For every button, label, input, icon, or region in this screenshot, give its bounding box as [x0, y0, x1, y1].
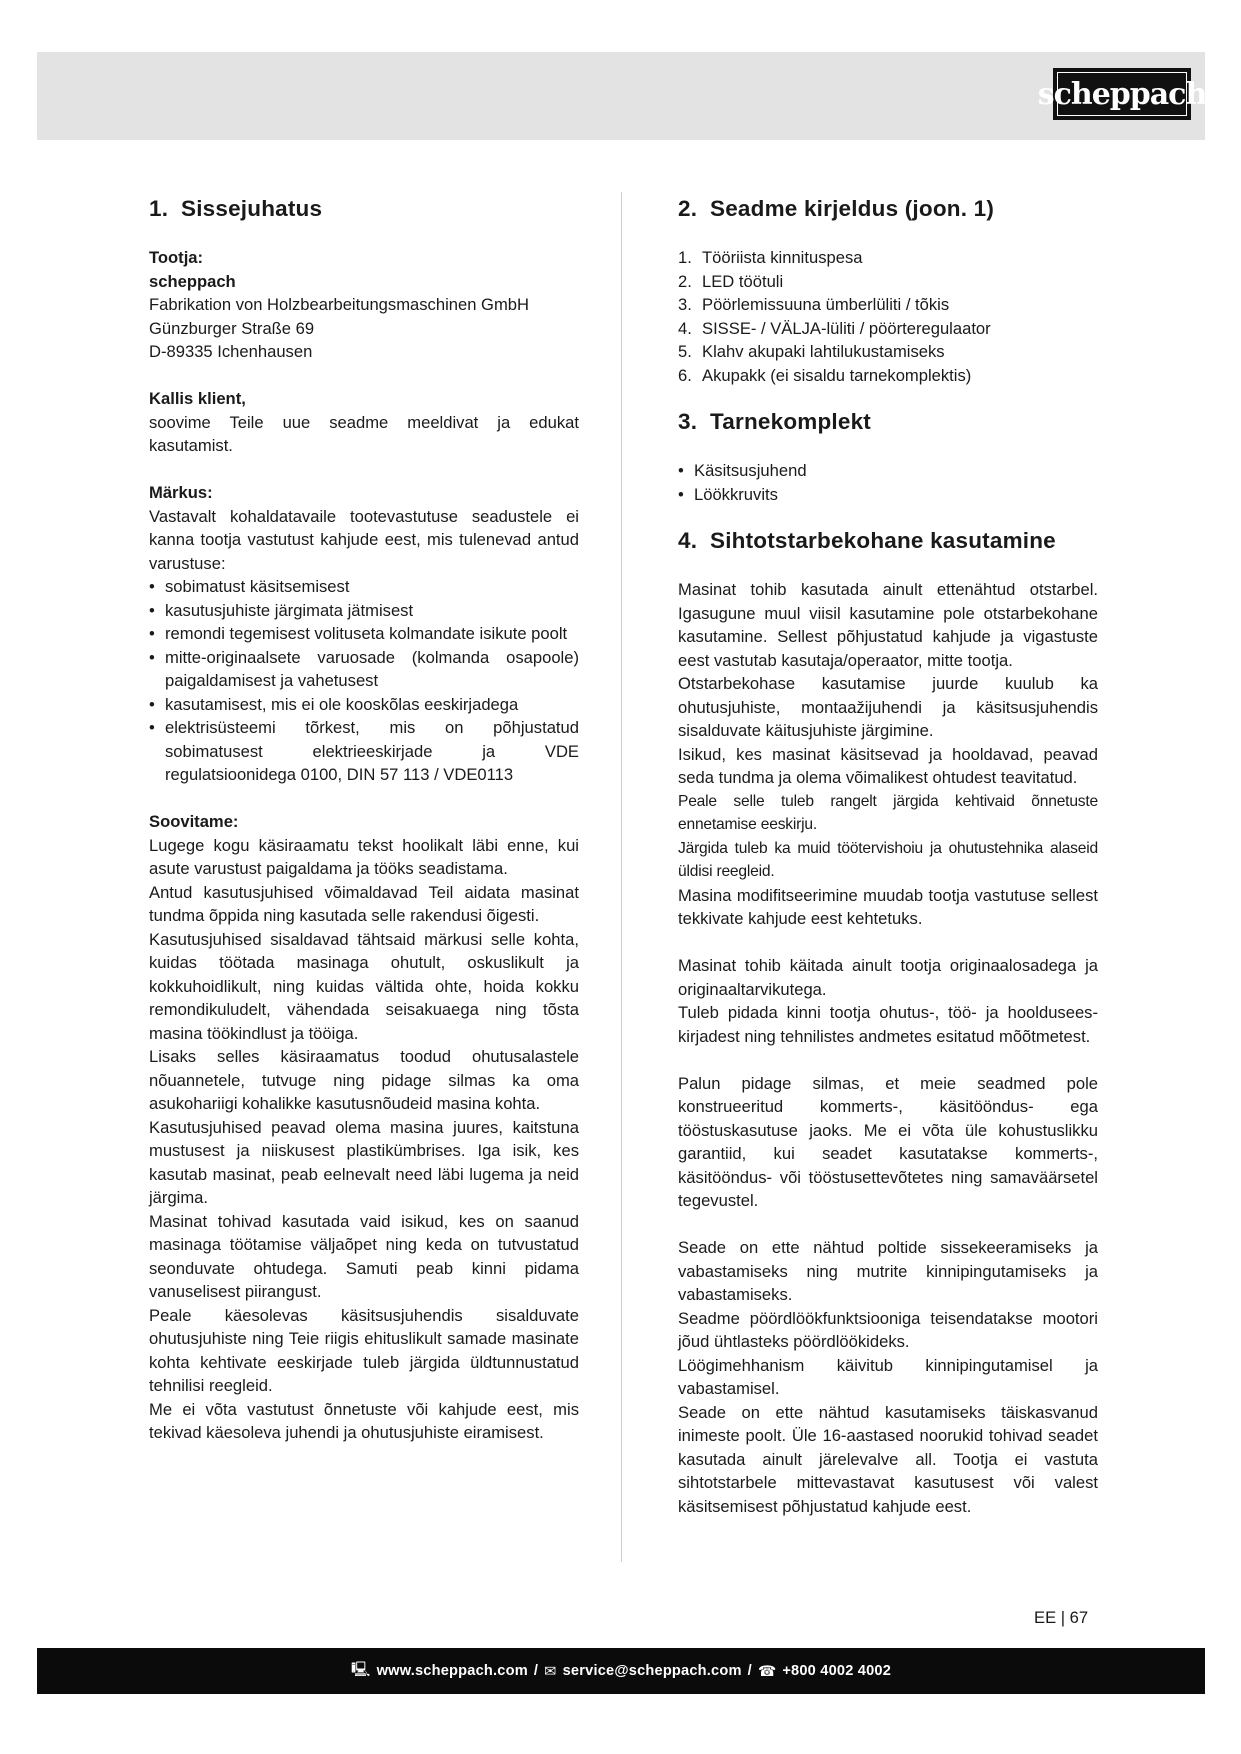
section-3-heading: 3. Tarnekomplekt [678, 409, 871, 434]
footer-separator: / [747, 1663, 752, 1679]
section-1-heading: 1. Sissejuhatus [149, 196, 323, 221]
dear-customer-label: Kallis klient, [149, 389, 246, 408]
mail-icon: ✉ [544, 1663, 557, 1680]
website-link[interactable]: www.scheppach.com [376, 1663, 528, 1679]
paragraph: Otstarbekohase kasutamise juurde kuulub ka ohutusjuhiste, montaažijuhendi ja käsitsusjuhendis sisalduvate käitusjuhiste järgimine. [678, 674, 1098, 740]
paragraph: Palun pidage silmas, et meie seadmed pole konstrueeritud kommerts-, käsitööndus- ega tööstuskasutuse jaoks. Me ei võta üle kohustuslikku garantiid, kui seadet kasutatakse kommerts-, käsitööndus- või tööstusettevõtetes ning samaväärsetel tegevustel. [678, 1073, 1098, 1210]
device-parts-list [678, 246, 1098, 387]
paragraph: Antud kasutusjuhised võimaldavad Teil aidata masinat tundma õppida ning kasutada selle rakendusi õigesti. [149, 882, 579, 925]
paragraph: Lisaks selles käsiraamatus toodud ohutusalastele nõuannetele, tutvuge ning pidage silmas ka oma asukohariigi kohalikke kasutusnõudeid masina kohta. [149, 1047, 579, 1113]
manufacturer-name: scheppach [149, 271, 236, 291]
list-item: • kasutusjuhiste järgimata jätmisest [149, 599, 579, 623]
paragraph: Seade on ette nähtud poltide sissekeeramiseks ja vabastamiseks ning mutrite kinnipingutamiseks ja vabastamiseks. [678, 1238, 1098, 1304]
dear-customer-text: soovime Teile uue seadme meeldivat ja edukat kasutamist. [149, 412, 579, 455]
list-item: • Käsitsusjuhend [678, 459, 1098, 483]
paragraph: Löögimehhanism käivitub kinnipingutamisel ja vabastamisel. [678, 1355, 1098, 1398]
list-item: • Löökkruvits [678, 483, 1098, 507]
list-item: • elektrisüsteemi tõrkest, mis on põhjustatud sobimatusest elektrieeskirjade ja VDE regulatsioonidega 0100, DIN 57 113 / VDE0113 [149, 716, 579, 787]
phone-number[interactable]: +800 4002 4002 [782, 1663, 892, 1679]
paragraph: Lugege kogu käsiraamatu tekst hoolikalt läbi enne, kui asute varustust paigaldama ja tööks seadistama. [149, 835, 579, 878]
note-label: Märkus: [149, 483, 213, 502]
dear-customer-block [149, 387, 579, 458]
list-item: 2. LED töötuli [678, 271, 784, 291]
list-item: 1. Tööriista kinnituspesa [678, 248, 863, 267]
phone-icon: ☎ [757, 1663, 777, 1680]
intended-use-group-2 [678, 954, 1098, 1048]
paragraph: Peale käesolevas käsitsusjuhendis sisalduvate ohutusjuhiste ning Teie riigis ehituslikult samade masinate kohta kehtivate eeskirjade tuleb järgida üldtunnustatud tehnilisi reegleid. [149, 1305, 579, 1395]
right-column [678, 196, 1098, 1518]
note-list [149, 575, 579, 787]
intended-use-group-3 [678, 1072, 1098, 1213]
list-item: 5. Klahv akupaki lahtilukustamiseks [678, 342, 945, 361]
paragraph: Me ei võta vastutust õnnetuste või kahjude eest, mis tekivad käesoleva juhendi ja ohutusjuhiste eiramisest. [149, 1399, 579, 1442]
list-item: • remondi tegemisest volituseta kolmandate isikute poolt [149, 622, 579, 646]
paragraph: Seadme pöördlöökfunktsiooniga teisendatakse mootori jõud ühtlasteks pöördlöökideks. [678, 1308, 1098, 1351]
note-text: Vastavalt kohaldatavaile tootevastutuse seadustele ei kanna tootja vastutust kahjude eest, mis tulenevad antud varustuse: [149, 506, 579, 573]
list-item: • sobimatust käsitsemisest [149, 575, 579, 599]
paragraph: Masina modifitseerimine muudab tootja vastutuse sellest tekkivate kahjude eest kehtetuks. [678, 885, 1098, 928]
list-item: • kasutamisest, mis ei ole kooskõlas eeskirjadega [149, 693, 579, 717]
left-column [149, 196, 579, 1445]
recommendation-block [149, 810, 579, 1445]
page-number: EE | 67 [1034, 1608, 1089, 1627]
paragraph: Kasutusjuhised sisaldavad tähtsaid märkusi selle kohta, kuidas töötada masinaga ohutult, oskuslikult ja kokkuhoidlikult, ning kuidas vältida ohte, hoida kokku remondikuludelt, vähendada seisakuaega ning tõsta masina töökindlust ja tööiga. [149, 929, 579, 1043]
column-divider [621, 192, 622, 1562]
list-item: 6. Akupakk (ei sisaldu tarnekomplektis) [678, 365, 972, 385]
page-header [37, 52, 1205, 140]
page-footer [37, 1648, 1205, 1694]
scheppach-logo: scheppach [1053, 68, 1191, 120]
footer-separator: / [533, 1663, 539, 1679]
paragraph: Tuleb pidada kinni tootja ohutus-, töö- ja hoolduseeskirjadest ning tehnilistes andmetes esitatud mõõtmetest. [678, 1003, 1098, 1046]
section-4-heading: 4. Sihtotstarbekohane kasutamine [678, 528, 1056, 553]
paragraph: Isikud, kes masinat käsitsevad ja hooldavad, peavad seda tundma ja olema võimalikest ohtudest teavitatud. [678, 744, 1098, 787]
manufacturer-line: Fabrikation von Holzbearbeitungsmaschinen GmbH [149, 295, 530, 314]
manufacturer-line: Günzburger Straße 69 [149, 318, 315, 338]
paragraph: Seade on ette nähtud kasutamiseks täiskasvanud inimeste poolt. Üle 16-aastased noorukid tohivad seadet kasutada ainult järelevalve all. Tootja ei vastuta sihtotstarbele mittevastavat kasutusest või valest käsitsemisest põhjustatud kahjude eest. [678, 1402, 1098, 1516]
list-item: • mitte-originaalsete varuosade (kolmanda osapoole) paigaldamisest ja vahetusest [149, 646, 579, 693]
paragraph: Masinat tohib käitada ainult tootja originaalosadega ja originaaltarvikutega. [678, 956, 1098, 999]
paragraph: Järgida tuleb ka muid töötervishoiu ja ohutustehnika alaseid üldisi reegleid. [678, 839, 1098, 880]
list-item: 3. Pöörlemissuuna ümberlüliti / tõkis [678, 295, 950, 314]
paragraph: Kasutusjuhised peavad olema masina juures, kaitstuna mustusest ja niiskusest plastikümbrises. Iga isik, kes kasutab masinat, peab eelnevalt need läbi lugema ja neid järgima. [149, 1117, 579, 1207]
section-2-heading: 2. Seadme kirjeldus (joon. 1) [678, 196, 995, 221]
intended-use-group-1 [678, 578, 1098, 931]
email-link[interactable]: service@scheppach.com [562, 1663, 742, 1679]
paragraph: Masinat tohivad kasutada vaid isikud, kes on saanud masinaga töötamise väljaõpet ning keda on tutvustatud seonduvate ohtudega. Samuti peab kinni pidama vanuselisest piirangust. [149, 1211, 579, 1301]
recommendation-label: Soovitame: [149, 812, 239, 831]
paragraph: Masinat tohib kasutada ainult ettenähtud otstarbel. Igasugune muul viisil kasutamine pole otstarbekohane kasutamine. Sellest põhjustatud kahjude ja vigastuste eest vastutab kasutaja/operaator, mitte tootja. [678, 580, 1098, 670]
computer-icon: 🖳 [350, 1661, 371, 1678]
note-block [149, 481, 579, 787]
manufacturer-block [149, 246, 579, 364]
manufacturer-line: D-89335 Ichenhausen [149, 342, 313, 361]
paragraph: Peale selle tuleb rangelt järgida kehtivaid õnnetuste ennetamise eeskirju. [678, 792, 1098, 833]
delivery-list [678, 459, 1098, 506]
list-item: 4. SISSE- / VÄLJA-lüliti / pöörteregulaator [678, 318, 991, 338]
intended-use-group-4 [678, 1236, 1098, 1518]
manufacturer-label: Tootja: [149, 248, 204, 267]
